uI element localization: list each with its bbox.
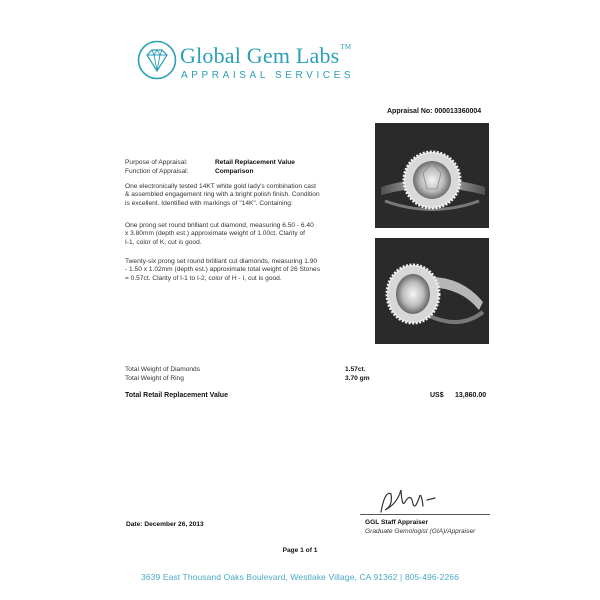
- appraiser-credentials: Graduate Gemologist (GIA)/Appraiser: [365, 528, 476, 535]
- page-number: Page 1 of 1: [282, 547, 318, 554]
- description-line: x 3.80mm (depth est.) approximate weight of 1.00ct. Clarity of: [125, 230, 305, 238]
- purpose-label: Purpose of Appraisal:: [125, 159, 188, 166]
- ring-photo-top: [375, 123, 489, 228]
- total-diamonds-label: Total Weight of Diamonds: [125, 366, 201, 373]
- currency: US$: [430, 392, 444, 399]
- brand-name: Global Gem Labs™: [180, 43, 352, 68]
- description-line: & assembled engagement ring with a bright polish finish. Condition: [125, 191, 320, 199]
- trademark: TM: [340, 43, 352, 51]
- appraisal-number: Appraisal No: 000013360004: [387, 108, 482, 115]
- total-value: 13,860.00: [455, 392, 487, 399]
- function-label: Function of Appraisal:: [125, 168, 189, 175]
- description-line: One prong set round brilliant cut diamond, measuring 6.50 - 6.40: [125, 222, 314, 229]
- description-line: One electronically tested 14KT white gold lady's combination cast: [125, 183, 316, 190]
- description-line: I-1, color of K, cut is good.: [125, 238, 202, 246]
- ring-photo-side: [375, 238, 489, 344]
- total-ring-value: 3.70 gm: [345, 375, 370, 382]
- description-line: - 1.50 x 1.02mm (depth est.) approximate total weight of 26 Stones: [125, 266, 320, 274]
- footer-address: 3639 East Thousand Oaks Boulevard, Westlake Village, CA 91362 | 805-496-2266: [141, 572, 459, 582]
- description-line: is excellent. Identified with markings of "14K". Containing:: [125, 199, 293, 207]
- gem-icon: [137, 40, 177, 80]
- signature-line: [360, 514, 490, 515]
- description-line: Twenty-six prong set round brilliant cut diamonds, measuring 1.90: [125, 258, 318, 265]
- function-value: Comparison: [215, 168, 254, 175]
- description-line: = 0.57ct. Clarity of I-1 to I-2, color of H - I, cut is good.: [125, 274, 282, 282]
- center-stone-description: [125, 222, 314, 247]
- ring-description: [125, 183, 320, 208]
- signature: [375, 484, 455, 516]
- appraisal-date: Date: December 26, 2013: [126, 521, 204, 528]
- total-value-label: Total Retail Replacement Value: [125, 392, 228, 399]
- side-stones-description: [125, 258, 320, 283]
- brand-subtitle: APPRAISAL SERVICES: [181, 70, 355, 81]
- total-diamonds-value: 1.57ct.: [345, 366, 366, 373]
- total-ring-label: Total Weight of Ring: [125, 375, 184, 382]
- purpose-value: Retail Replacement Value: [215, 159, 295, 166]
- appraiser-title: GGL Staff Appraiser: [365, 519, 429, 526]
